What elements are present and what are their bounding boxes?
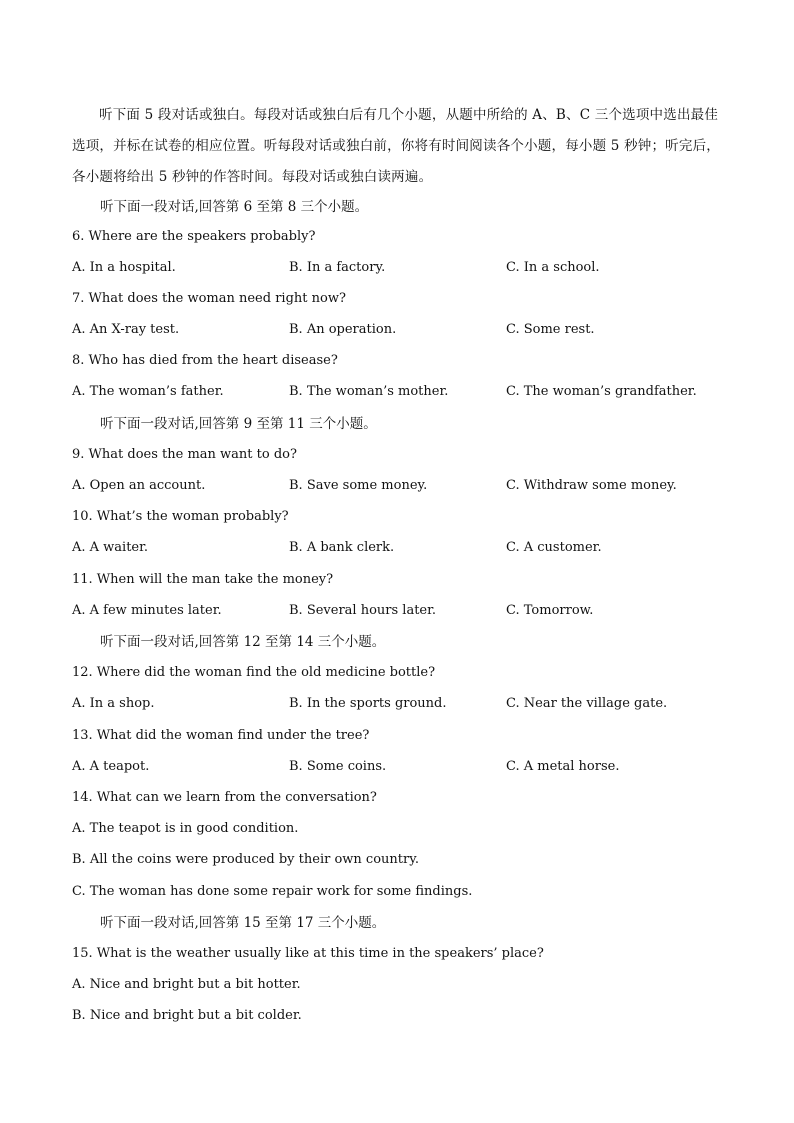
option-b[interactable]: B. Several hours later. [289,603,437,618]
section-heading: 听下面一段对话,回答第 6 至第 8 三个小题。 [100,199,369,215]
option-c[interactable]: C. Near the village gate. [506,696,668,711]
option-c[interactable]: C. In a school. [506,260,600,275]
option-a[interactable]: A. Open an account. [72,478,206,493]
listening-instructions: 听下面 5 段对话或独白。每段对话或独白后有几个小题，从题中所给的 A、B、C 三个选项中选出最佳选项，并标在试卷的相应位置。听每段对话或独白前，你将有时间阅读各个小题，每小题 5 秒钟；听完后，各小题将给出 5 秒钟的作答时间。每段对话或独白读两遍。 [72,107,720,185]
option-a[interactable]: A. A few minutes later. [72,603,222,618]
option-b[interactable]: B. An operation. [289,322,397,337]
option-c[interactable]: C. The woman’s grandfather. [506,384,697,399]
question-text: 8. Who has died from the heart disease? [72,353,338,368]
question-text: 14. What can we learn from the conversation? [72,790,377,805]
question-text: 11. When will the man take the money? [72,572,334,587]
option-a[interactable]: A. A waiter. [72,540,149,555]
question-text: 10. What’s the woman probably? [72,509,289,524]
option-c[interactable]: C. Tomorrow. [506,603,594,618]
option-c[interactable]: C. The woman has done some repair work for some findings. [72,884,473,899]
question-text: 13. What did the woman find under the tree? [72,728,370,743]
option-a[interactable]: A. In a shop. [72,696,155,711]
option-c[interactable]: C. A metal horse. [506,759,620,774]
option-a[interactable]: A. The woman’s father. [72,384,224,399]
option-b[interactable]: B. A bank clerk. [289,540,395,555]
option-a[interactable]: A. A teapot. [72,759,150,774]
question-text: 15. What is the weather usually like at this time in the speakers’ place? [72,946,544,961]
section-heading: 听下面一段对话,回答第 15 至第 17 三个小题。 [100,915,386,931]
option-a[interactable]: A. The teapot is in good condition. [72,821,299,836]
option-b[interactable]: B. The woman’s mother. [289,384,449,399]
option-c[interactable]: C. Withdraw some money. [506,478,677,493]
question-text: 6. Where are the speakers probably? [72,229,316,244]
section-heading: 听下面一段对话,回答第 12 至第 14 三个小题。 [100,634,386,650]
question-text: 9. What does the man want to do? [72,447,297,462]
section-heading: 听下面一段对话,回答第 9 至第 11 三个小题。 [100,416,377,432]
option-b[interactable]: B. Nice and bright but a bit colder. [72,1008,302,1023]
option-b[interactable]: B. In a factory. [289,260,386,275]
option-c[interactable]: C. A customer. [506,540,602,555]
option-a[interactable]: A. In a hospital. [72,260,176,275]
option-b[interactable]: B. Save some money. [289,478,428,493]
question-text: 12. Where did the woman find the old medicine bottle? [72,665,436,680]
option-a[interactable]: A. Nice and bright but a bit hotter. [72,977,301,992]
option-b[interactable]: B. Some coins. [289,759,387,774]
option-c[interactable]: C. Some rest. [506,322,595,337]
option-b[interactable]: B. All the coins were produced by their own country. [72,852,419,867]
question-text: 7. What does the woman need right now? [72,291,346,306]
option-b[interactable]: B. In the sports ground. [289,696,447,711]
option-a[interactable]: A. An X-ray test. [72,322,180,337]
